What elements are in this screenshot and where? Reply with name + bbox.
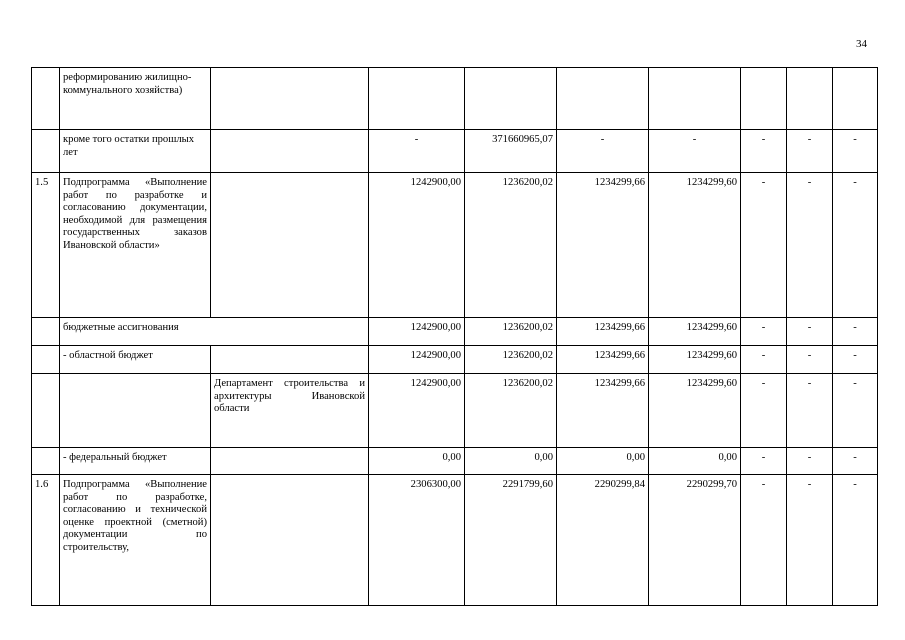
- value-cell: -: [741, 346, 787, 374]
- value-cell: -: [369, 130, 465, 173]
- value-cell: 1242900,00: [369, 374, 465, 448]
- table-row: [32, 318, 878, 346]
- row-number-cell: [32, 374, 60, 448]
- value-cell: 1234299,60: [649, 173, 741, 318]
- value-cell: -: [833, 374, 878, 448]
- value-cell: -: [649, 130, 741, 173]
- budget-table: [31, 67, 878, 606]
- value-cell: [557, 68, 649, 130]
- value-cell: -: [833, 346, 878, 374]
- value-cell: 0,00: [369, 448, 465, 475]
- value-cell: -: [787, 130, 833, 173]
- value-cell: -: [833, 130, 878, 173]
- row-name-cell: кроме того остатки прошлых лет: [60, 130, 211, 173]
- value-cell: 1234299,60: [649, 346, 741, 374]
- executor-cell: [211, 475, 369, 606]
- value-cell: 1236200,02: [465, 374, 557, 448]
- row-name-cell: Подпрограмма «Выполнение работ по разработке, согласованию и технической оценке проектной (сметной) документации по строительству,: [60, 475, 211, 606]
- table-row: [32, 346, 878, 374]
- page-number: 34: [856, 38, 867, 50]
- value-cell: -: [787, 374, 833, 448]
- value-cell: [465, 68, 557, 130]
- value-cell: -: [741, 448, 787, 475]
- value-cell: -: [741, 475, 787, 606]
- value-cell: 1234299,66: [557, 346, 649, 374]
- value-cell: 2291799,60: [465, 475, 557, 606]
- table-row: [32, 68, 878, 130]
- value-cell: 2290299,70: [649, 475, 741, 606]
- value-cell: -: [833, 475, 878, 606]
- value-cell: 1236200,02: [465, 346, 557, 374]
- executor-cell: [211, 448, 369, 475]
- table-row: [32, 475, 878, 606]
- value-cell: -: [833, 318, 878, 346]
- executor-cell: [211, 346, 369, 374]
- value-cell: 1236200,02: [465, 318, 557, 346]
- row-number-cell: [32, 346, 60, 374]
- row-number-cell: 1.5: [32, 173, 60, 318]
- row-number-cell: 1.6: [32, 475, 60, 606]
- value-cell: -: [741, 173, 787, 318]
- row-number-cell: [32, 448, 60, 475]
- value-cell: -: [833, 173, 878, 318]
- value-cell: -: [833, 448, 878, 475]
- row-name-cell: [60, 374, 211, 448]
- value-cell: -: [787, 475, 833, 606]
- value-cell: -: [741, 374, 787, 448]
- value-cell: 0,00: [557, 448, 649, 475]
- row-name-cell: Подпрограмма «Выполнение работ по разработке и согласованию документации, необходимой для размещения государственных заказов Ивановской области»: [60, 173, 211, 318]
- value-cell: 371660965,07: [465, 130, 557, 173]
- executor-cell: Департамент строительства и архитектуры Ивановской области: [211, 374, 369, 448]
- value-cell: -: [787, 318, 833, 346]
- row-name-cell: бюджетные ассигнования: [60, 318, 369, 346]
- value-cell: -: [557, 130, 649, 173]
- value-cell: 1234299,60: [649, 374, 741, 448]
- value-cell: 1234299,66: [557, 374, 649, 448]
- row-number-cell: [32, 130, 60, 173]
- table-row: [32, 374, 878, 448]
- value-cell: -: [741, 130, 787, 173]
- value-cell: [369, 68, 465, 130]
- value-cell: 2290299,84: [557, 475, 649, 606]
- value-cell: 1242900,00: [369, 318, 465, 346]
- row-name-cell: - областной бюджет: [60, 346, 211, 374]
- table-row: [32, 173, 878, 318]
- value-cell: 2306300,00: [369, 475, 465, 606]
- executor-cell: [211, 68, 369, 130]
- value-cell: 1242900,00: [369, 173, 465, 318]
- value-cell: -: [787, 448, 833, 475]
- executor-cell: [211, 130, 369, 173]
- value-cell: -: [787, 173, 833, 318]
- value-cell: [787, 68, 833, 130]
- value-cell: [833, 68, 878, 130]
- value-cell: -: [741, 318, 787, 346]
- row-name-cell: реформированию жилищно-коммунального хозяйства): [60, 68, 211, 130]
- row-number-cell: [32, 68, 60, 130]
- row-number-cell: [32, 318, 60, 346]
- value-cell: [649, 68, 741, 130]
- executor-cell: [211, 173, 369, 318]
- value-cell: 1242900,00: [369, 346, 465, 374]
- table-row: [32, 448, 878, 475]
- value-cell: 1234299,60: [649, 318, 741, 346]
- value-cell: 1234299,66: [557, 318, 649, 346]
- value-cell: 0,00: [649, 448, 741, 475]
- value-cell: [741, 68, 787, 130]
- value-cell: 1236200,02: [465, 173, 557, 318]
- value-cell: 0,00: [465, 448, 557, 475]
- value-cell: 1234299,66: [557, 173, 649, 318]
- value-cell: -: [787, 346, 833, 374]
- table-row: [32, 130, 878, 173]
- row-name-cell: - федеральный бюджет: [60, 448, 211, 475]
